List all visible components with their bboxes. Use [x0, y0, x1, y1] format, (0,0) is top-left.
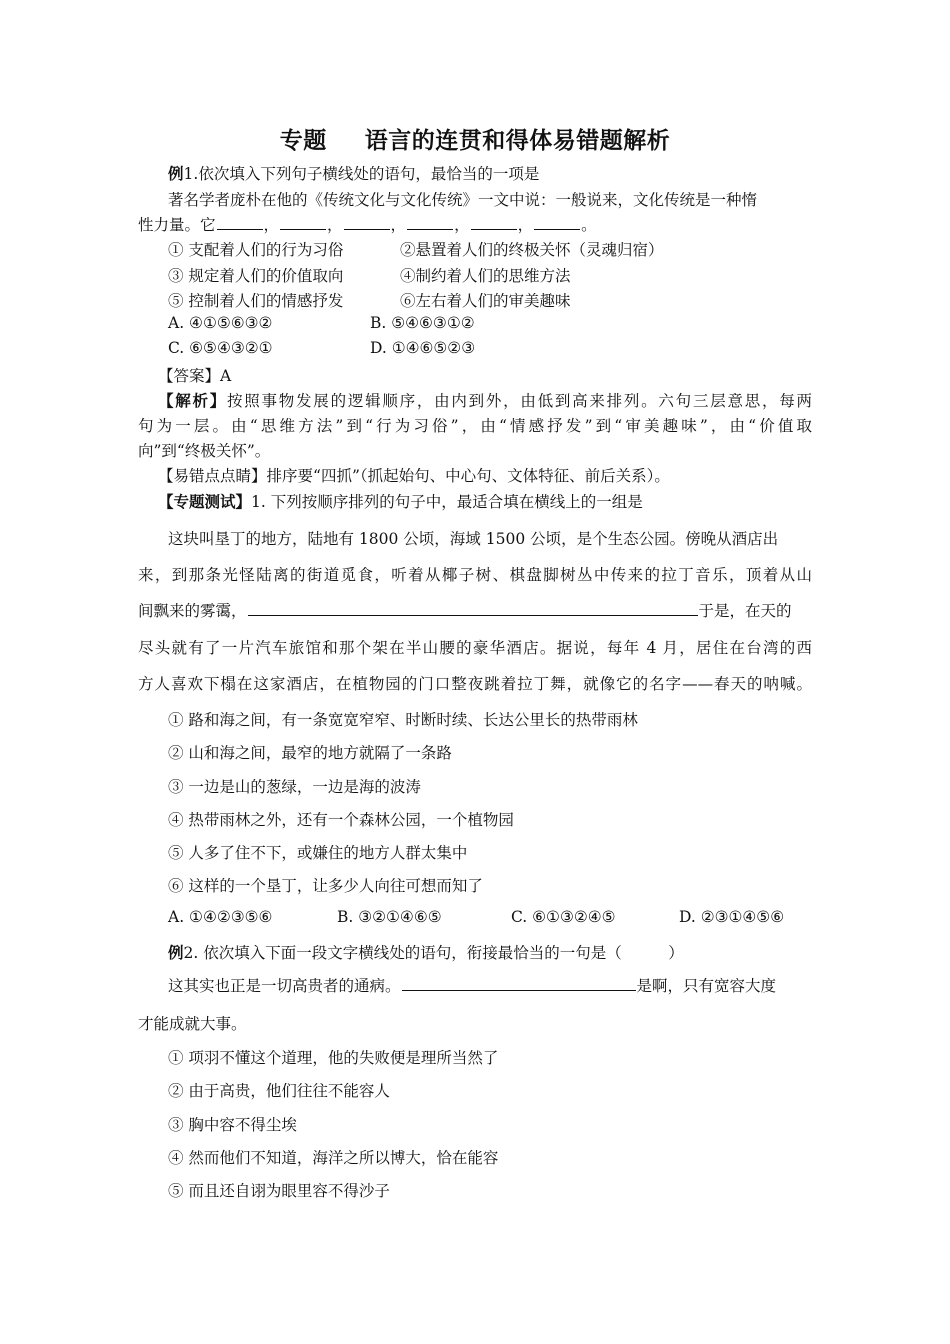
test-option-c: C. ⑥①③②④⑤ — [511, 908, 616, 926]
example-2-item-4: ④ 然而他们不知道，海洋之所以博大，恰在能容 — [168, 1149, 499, 1167]
test-passage-line-4: 尽头就有了一片汽车旅馆和那个架在半山腰的豪华酒店。据说，每年 4 月，居住在台湾的西 — [138, 639, 812, 657]
test-passage-line-5: 方人喜欢下榻在这家酒店，在植物园的门口整夜跳着拉丁舞，就像它的名字——春天的呐喊。 — [138, 675, 812, 693]
example-1-passage-line-1: 著名学者庞朴在他的《传统文化与文化传统》一文中说：一般说来，文化传统是一种惰 — [168, 191, 758, 209]
test-option-d: D. ②③①④⑤⑥ — [679, 908, 785, 926]
example-1-question: 例1.依次填入下列句子横线处的语句，最恰当的一项是 — [168, 164, 540, 183]
example-1-option-b: B. ⑤④⑥③①② — [370, 314, 475, 332]
example-2-item-3: ③ 胸中容不得尘埃 — [168, 1116, 297, 1134]
example-1-item-6: ⑥左右着人们的审美趣味 — [400, 292, 571, 310]
test-item-4: ④ 热带雨林之外，还有一个森林公园，一个植物园 — [168, 811, 514, 829]
page-title — [0, 122, 950, 155]
blank-3 — [344, 213, 390, 230]
title-part-1: 专题 — [279, 127, 327, 154]
example-1-item-1: ① 支配着人们的行为习俗 — [168, 241, 344, 259]
test-question: 【专题测试】1. 下列按顺序排列的句子中，最适合填在横线上的一组是 — [158, 492, 643, 511]
test-item-6: ⑥ 这样的一个垦丁，让多少人向往可想而知了 — [168, 877, 483, 895]
blank-1 — [217, 213, 263, 230]
example-1-analysis-line-1: 【解析】按照事物发展的逻辑顺序，由内到外，由低到高来排列。六句三层意思，每两 — [158, 391, 812, 410]
example-1-option-a: A. ④①⑤⑥③② — [168, 314, 273, 332]
example-1-analysis-line-2: 句为一层。由“思维方法”到“行为习俗”，由“情感抒发”到“审美趣味”，由“价值取 — [138, 417, 812, 435]
test-item-1: ① 路和海之间，有一条宽宽窄窄、时断时续、长达公里长的热带雨林 — [168, 711, 638, 729]
example-2-item-1: ① 项羽不懂这个道理，他的失败便是理所当然了 — [168, 1049, 499, 1067]
blank-4 — [407, 213, 453, 230]
test-option-a: A. ①④②③⑤⑥ — [168, 908, 273, 926]
example-2-passage-line-1: 这其实也正是一切高贵者的通病。 是啊，只有宽容大度 — [168, 974, 776, 996]
test-passage-line-3: 间飘来的雾霭， 于是，在天的 — [138, 599, 792, 621]
test-item-3: ③ 一边是山的葱绿，一边是海的波涛 — [168, 778, 421, 796]
example-1-analysis-line-3: 向”到“终极关怀”。 — [138, 442, 271, 460]
example-1-item-4: ④制约着人们的思维方法 — [400, 267, 571, 285]
example-1-option-c: C. ⑥⑤④③②① — [168, 339, 273, 357]
test-item-5: ⑤ 人多了住不下，或嫌住的地方人群太集中 — [168, 844, 468, 862]
title-part-2: 语言的连贯和得体易错题解析 — [364, 127, 671, 154]
blank-6 — [534, 213, 580, 230]
example-2-blank — [402, 974, 636, 991]
example-1-tip: 【易错点点睛】排序要“四抓”（抓起始句、中心句、文体特征、前后关系）。 — [158, 467, 670, 485]
example-1-item-2: ②悬置着人们的终极关怀（灵魂归宿） — [400, 241, 664, 259]
example-2-passage-line-2: 才能成就大事。 — [138, 1015, 247, 1033]
blank-5 — [471, 213, 517, 230]
example-1-answer: 【答案】A — [158, 367, 232, 385]
test-passage-line-2: 来，到那条光怪陆离的街道觅食，听着从椰子树、棋盘脚树丛中传来的拉丁音乐，顶着从山 — [138, 566, 812, 584]
example-1-passage-line-2: 性力量。它 ， ， ， ， ， 。 — [138, 213, 597, 235]
test-item-2: ② 山和海之间，最窄的地方就隔了一条路 — [168, 744, 452, 762]
example-2-question: 例2. 依次填入下面一段文字横线处的语句，衔接最恰当的一句是（ ） — [168, 943, 684, 962]
example-2-item-2: ② 由于高贵，他们往往不能容人 — [168, 1082, 390, 1100]
test-passage-line-1: 这块叫垦丁的地方，陆地有 1800 公顷，海域 1500 公顷，是个生态公园。傍晚从酒店出 — [168, 530, 779, 548]
example-2-item-5: ⑤ 而且还自诩为眼里容不得沙子 — [168, 1182, 390, 1200]
blank-2 — [280, 213, 326, 230]
example-1-option-d: D. ①④⑥⑤②③ — [370, 339, 476, 357]
example-1-item-3: ③ 规定着人们的价值取向 — [168, 267, 344, 285]
example-1-item-5: ⑤ 控制着人们的情感抒发 — [168, 292, 344, 310]
test-option-b: B. ③②①④⑥⑤ — [337, 908, 442, 926]
test-blank — [248, 599, 698, 616]
